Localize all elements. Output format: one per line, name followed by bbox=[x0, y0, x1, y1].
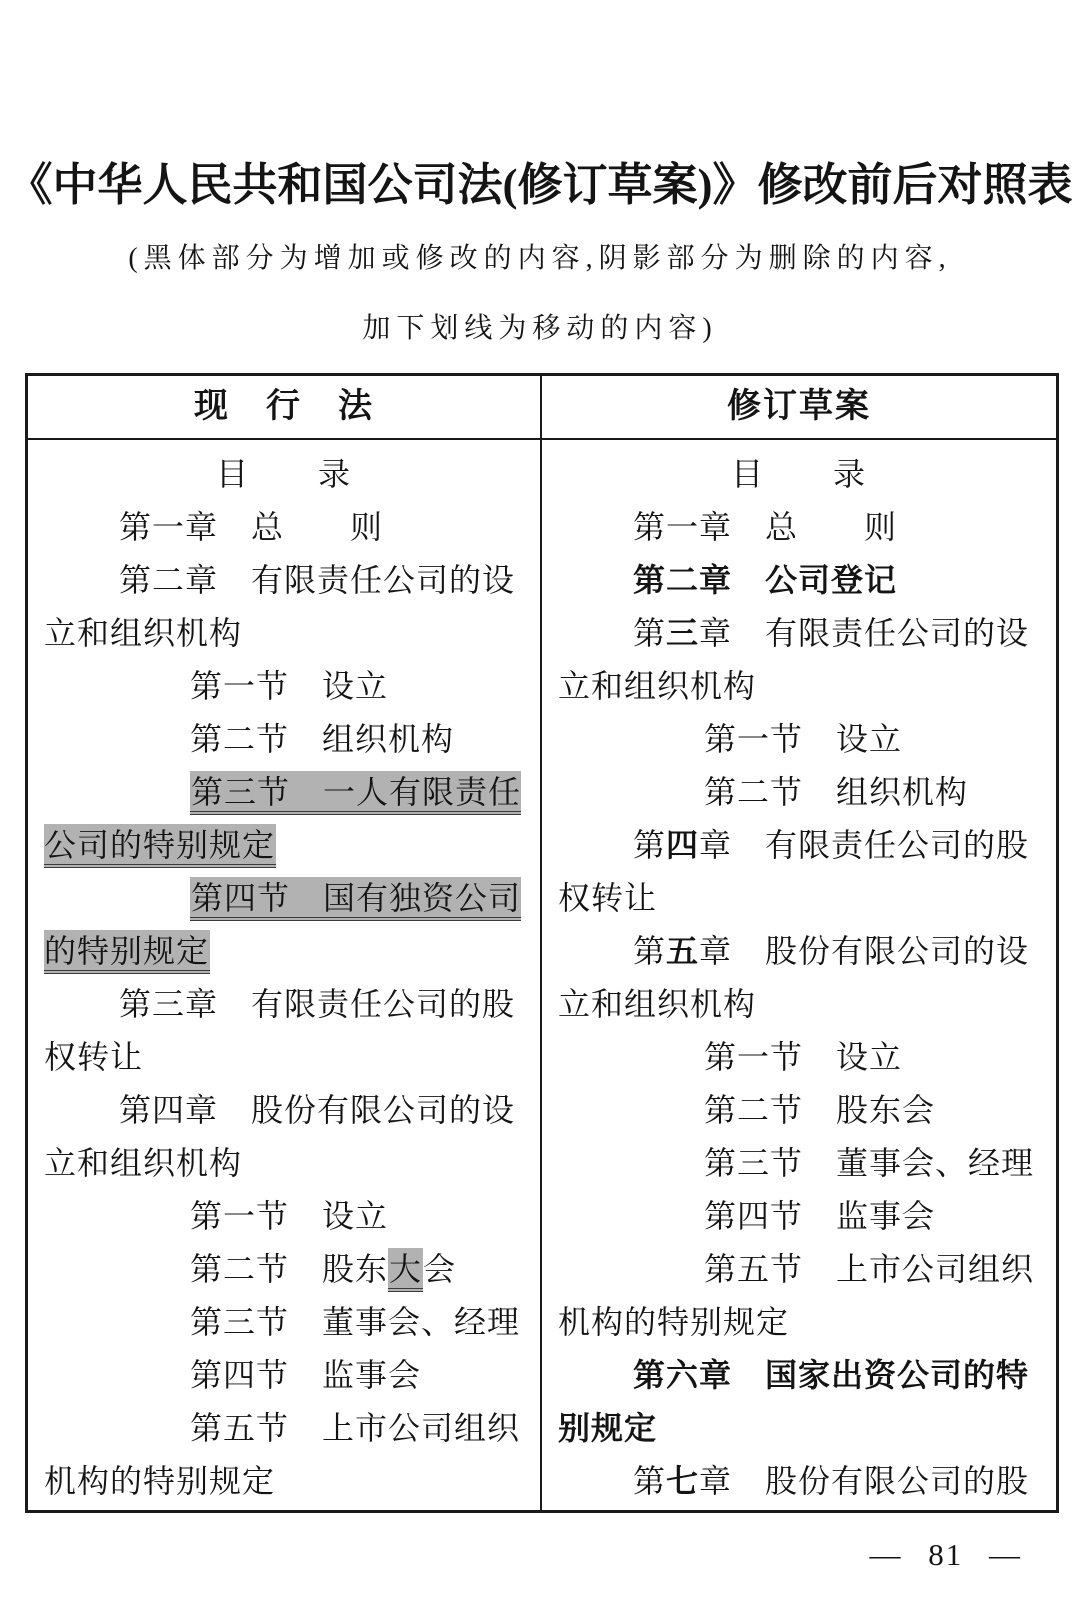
page-number: — 81 — bbox=[869, 1537, 1022, 1572]
toc-text: 第二节 组织机构 bbox=[704, 774, 969, 810]
table-header-row bbox=[28, 376, 1056, 440]
toc-entry bbox=[558, 607, 1040, 713]
subtitle-line-2: 加下划线为移动的内容) bbox=[362, 313, 718, 344]
deleted-moved-text: 第四节 国有独资公司的特别规定 bbox=[44, 877, 521, 974]
toc-entry bbox=[558, 501, 1040, 554]
toc-text: 第一章 总 则 bbox=[633, 509, 898, 545]
toc-entry bbox=[558, 1190, 1040, 1243]
toc-entry bbox=[44, 660, 524, 713]
toc-entry bbox=[558, 448, 1040, 501]
toc-text: 章 股份有限公司的股 bbox=[699, 1463, 1030, 1499]
toc-entry bbox=[44, 766, 524, 872]
toc-text: 第四章 股份有限公司的设立和组织机构 bbox=[44, 1092, 516, 1181]
toc-entry bbox=[558, 1137, 1040, 1190]
toc-entry bbox=[44, 872, 524, 978]
toc-text: 第三节 董事会、经理 bbox=[190, 1304, 521, 1340]
added-bold-text: 三 bbox=[666, 615, 700, 651]
toc-text: 第一节 设立 bbox=[704, 721, 903, 757]
toc-entry bbox=[44, 1243, 524, 1296]
column-current-law bbox=[28, 440, 542, 1510]
toc-entry bbox=[44, 1349, 524, 1402]
toc-text: 会 bbox=[423, 1251, 457, 1287]
toc-entry bbox=[558, 925, 1040, 1031]
toc-text: 第一节 设立 bbox=[190, 668, 389, 704]
toc-text: 第四节 监事会 bbox=[190, 1357, 422, 1393]
subtitle-line-1: (黑体部分为增加或修改的内容,阴影部分为删除的内容, bbox=[128, 243, 952, 274]
toc-text: 第 bbox=[633, 933, 667, 969]
toc-text: 章 股份有限公司的设立和组织机构 bbox=[558, 933, 1030, 1022]
toc-text: 章 有限责任公司的设立和组织机构 bbox=[558, 615, 1030, 704]
toc-entry bbox=[44, 554, 524, 660]
deleted-moved-text: 第三节 一人有限责任公司的特别规定 bbox=[44, 771, 521, 868]
toc-text: 第二节 组织机构 bbox=[190, 721, 455, 757]
toc-text: 章 有限责任公司的股权转让 bbox=[558, 827, 1030, 916]
toc-entry bbox=[44, 1084, 524, 1190]
toc-text: 第三节 董事会、经理 bbox=[704, 1145, 1035, 1181]
toc-entry bbox=[558, 819, 1040, 925]
toc-text: 第 bbox=[633, 1463, 667, 1499]
toc-entry bbox=[558, 766, 1040, 819]
toc-text: 第 bbox=[633, 615, 667, 651]
toc-text: 第一节 设立 bbox=[704, 1039, 903, 1075]
toc-text: 第二节 股东会 bbox=[704, 1092, 936, 1128]
deleted-moved-text: 大 bbox=[388, 1248, 423, 1292]
added-bold-text: 四 bbox=[666, 827, 700, 863]
toc-text: 第 bbox=[633, 827, 667, 863]
toc-text: 第四节 监事会 bbox=[704, 1198, 936, 1234]
toc-entry bbox=[44, 713, 524, 766]
toc-entry bbox=[44, 1190, 524, 1243]
toc-text: 第二节 股东 bbox=[190, 1251, 389, 1287]
toc-text: 目 录 bbox=[730, 456, 867, 492]
toc-entry bbox=[558, 713, 1040, 766]
column-header-current-law: 现 行 法 bbox=[28, 376, 542, 440]
added-bold-text: 第六章 国家出资公司的特别规定 bbox=[558, 1357, 1030, 1446]
toc-entry bbox=[44, 1402, 524, 1508]
column-revised-draft bbox=[542, 440, 1056, 1510]
toc-text: 第五节 上市公司组织机构的特别规定 bbox=[44, 1410, 521, 1499]
toc-entry bbox=[558, 1084, 1040, 1137]
toc-entry bbox=[44, 978, 524, 1084]
toc-entry bbox=[44, 501, 524, 554]
toc-text: 第一章 总 则 bbox=[119, 509, 384, 545]
toc-text: 第三章 有限责任公司的股权转让 bbox=[44, 986, 516, 1075]
comparison-table bbox=[25, 373, 1059, 1513]
toc-entry bbox=[558, 554, 1040, 607]
document-title: 《中华人民共和国公司法(修订草案)》修改前后对照表 bbox=[7, 160, 1073, 210]
toc-entry bbox=[44, 448, 524, 501]
added-bold-text: 七 bbox=[666, 1463, 700, 1499]
toc-entry bbox=[558, 1455, 1040, 1508]
toc-text: 第二章 有限责任公司的设立和组织机构 bbox=[44, 562, 516, 651]
column-header-revised-draft: 修订草案 bbox=[542, 376, 1056, 440]
added-bold-text: 五 bbox=[666, 933, 700, 969]
toc-entry bbox=[558, 1349, 1040, 1455]
toc-entry bbox=[558, 1031, 1040, 1084]
toc-entry bbox=[44, 1296, 524, 1349]
toc-text: 目 录 bbox=[215, 456, 352, 492]
table-body-row bbox=[28, 440, 1056, 1510]
added-bold-text: 第二章 公司登记 bbox=[633, 562, 898, 598]
toc-entry bbox=[558, 1243, 1040, 1349]
toc-text: 第一节 设立 bbox=[190, 1198, 389, 1234]
toc-text: 第五节 上市公司组织机构的特别规定 bbox=[558, 1251, 1035, 1340]
